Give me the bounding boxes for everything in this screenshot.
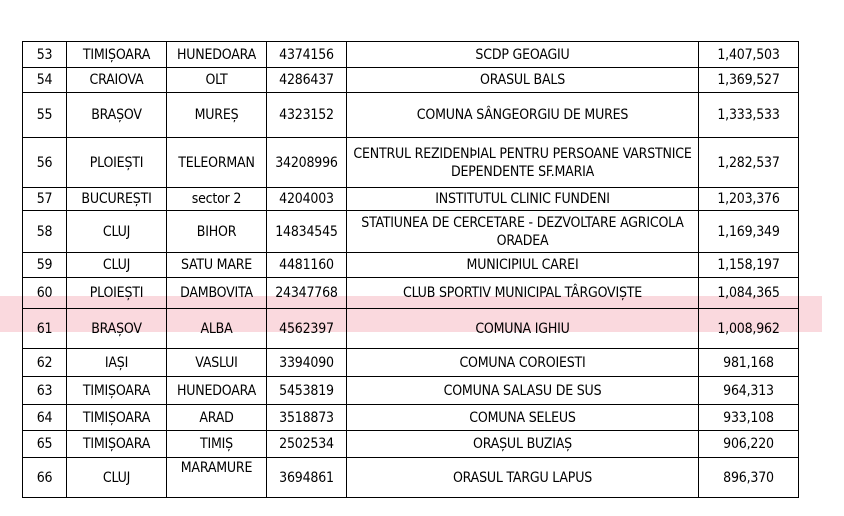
table-row xyxy=(23,93,799,138)
table-row xyxy=(23,431,799,458)
cell-region: TIMIȘOARA xyxy=(67,405,167,431)
cell-region: TIMIȘOARA xyxy=(67,431,167,458)
cell-region: CLUJ xyxy=(67,211,167,253)
cell-code: 4204003 xyxy=(267,188,347,211)
cell-name: ORASUL BALS xyxy=(347,68,699,93)
cell-code: 4286437 xyxy=(267,68,347,93)
cell-county: ARAD xyxy=(167,405,267,431)
table-row xyxy=(23,405,799,431)
cell-name: INSTITUTUL CLINIC FUNDENI xyxy=(347,188,699,211)
cell-name: CLUB SPORTIV MUNICIPAL TÂRGOVIȘTE xyxy=(347,278,699,309)
table-row xyxy=(23,138,799,188)
cell-amount: 1,407,503 xyxy=(699,42,799,68)
cell-county: HUNEDOARA xyxy=(167,377,267,405)
cell-nr: 55 xyxy=(23,93,67,138)
table-row xyxy=(23,349,799,377)
cell-name: CENTRUL REZIDENÞIAL PENTRU PERSOANE VARSTNICE DEPENDENTE SF.MARIA xyxy=(347,138,699,188)
cell-name: COMUNA SALASU DE SUS xyxy=(347,377,699,405)
cell-amount: 933,108 xyxy=(699,405,799,431)
cell-name: ORAȘUL BUZIAȘ xyxy=(347,431,699,458)
table-row xyxy=(23,458,799,498)
cell-amount: 1,008,962 xyxy=(699,309,799,349)
cell-amount: 1,282,537 xyxy=(699,138,799,188)
cell-region: TIMIȘOARA xyxy=(67,42,167,68)
cell-amount: 1,203,376 xyxy=(699,188,799,211)
cell-region: BUCUREȘTI xyxy=(67,188,167,211)
cell-nr: 63 xyxy=(23,377,67,405)
cell-amount: 1,369,527 xyxy=(699,68,799,93)
cell-region: CRAIOVA xyxy=(67,68,167,93)
cell-code: 2502534 xyxy=(267,431,347,458)
table-row xyxy=(23,188,799,211)
cell-name: COMUNA SÂNGEORGIU DE MURES xyxy=(347,93,699,138)
table-row xyxy=(23,309,799,349)
cell-code: 4481160 xyxy=(267,253,347,278)
cell-county: MUREȘ xyxy=(167,93,267,138)
cell-code: 3694861 xyxy=(267,458,347,498)
cell-code: 4562397 xyxy=(267,309,347,349)
cell-nr: 65 xyxy=(23,431,67,458)
cell-amount: 1,084,365 xyxy=(699,278,799,309)
cell-amount: 896,370 xyxy=(699,458,799,498)
cell-county: SATU MARE xyxy=(167,253,267,278)
beneficiaries-table xyxy=(22,41,799,498)
cell-county: HUNEDOARA xyxy=(167,42,267,68)
cell-county: DAMBOVITA xyxy=(167,278,267,309)
cell-amount: 1,158,197 xyxy=(699,253,799,278)
cell-code: 24347768 xyxy=(267,278,347,309)
cell-amount: 906,220 xyxy=(699,431,799,458)
cell-name: COMUNA SELEUS xyxy=(347,405,699,431)
table-row xyxy=(23,68,799,93)
cell-county: OLT xyxy=(167,68,267,93)
cell-nr: 61 xyxy=(23,309,67,349)
table-row xyxy=(23,42,799,68)
cell-region: PLOIEȘTI xyxy=(67,278,167,309)
cell-name: STATIUNEA DE CERCETARE - DEZVOLTARE AGRICOLA ORADEA xyxy=(347,211,699,253)
cell-name: MUNICIPIUL CAREI xyxy=(347,253,699,278)
table-body xyxy=(23,42,799,498)
cell-code: 4374156 xyxy=(267,42,347,68)
cell-nr: 56 xyxy=(23,138,67,188)
cell-nr: 64 xyxy=(23,405,67,431)
cell-nr: 57 xyxy=(23,188,67,211)
cell-code: 4323152 xyxy=(267,93,347,138)
cell-name: COMUNA COROIESTI xyxy=(347,349,699,377)
cell-county: ALBA xyxy=(167,309,267,349)
cell-county: BIHOR xyxy=(167,211,267,253)
cell-nr: 58 xyxy=(23,211,67,253)
table-row xyxy=(23,377,799,405)
cell-code: 14834545 xyxy=(267,211,347,253)
cell-county: TELEORMAN xyxy=(167,138,267,188)
cell-amount: 964,313 xyxy=(699,377,799,405)
cell-code: 5453819 xyxy=(267,377,347,405)
cell-nr: 60 xyxy=(23,278,67,309)
cell-nr: 54 xyxy=(23,68,67,93)
cell-name: ORASUL TARGU LAPUS xyxy=(347,458,699,498)
table-row-highlighted xyxy=(23,278,799,309)
cell-name: SCDP GEOAGIU xyxy=(347,42,699,68)
cell-code: 3394090 xyxy=(267,349,347,377)
cell-region: CLUJ xyxy=(67,253,167,278)
cell-code: 34208996 xyxy=(267,138,347,188)
cell-name: COMUNA IGHIU xyxy=(347,309,699,349)
cell-region: BRAȘOV xyxy=(67,93,167,138)
cell-nr: 59 xyxy=(23,253,67,278)
cell-county: MARAMURE xyxy=(167,458,267,498)
cell-region: PLOIEȘTI xyxy=(67,138,167,188)
cell-region: TIMIȘOARA xyxy=(67,377,167,405)
table-row xyxy=(23,253,799,278)
cell-amount: 1,333,533 xyxy=(699,93,799,138)
cell-region: CLUJ xyxy=(67,458,167,498)
cell-region: IAȘI xyxy=(67,349,167,377)
table-row xyxy=(23,211,799,253)
cell-code: 3518873 xyxy=(267,405,347,431)
cell-region: BRAȘOV xyxy=(67,309,167,349)
cell-county: sector 2 xyxy=(167,188,267,211)
cell-county: TIMIȘ xyxy=(167,431,267,458)
cell-nr: 62 xyxy=(23,349,67,377)
cell-nr: 66 xyxy=(23,458,67,498)
cell-amount: 981,168 xyxy=(699,349,799,377)
cell-nr: 53 xyxy=(23,42,67,68)
cell-amount: 1,169,349 xyxy=(699,211,799,253)
cell-county: VASLUI xyxy=(167,349,267,377)
